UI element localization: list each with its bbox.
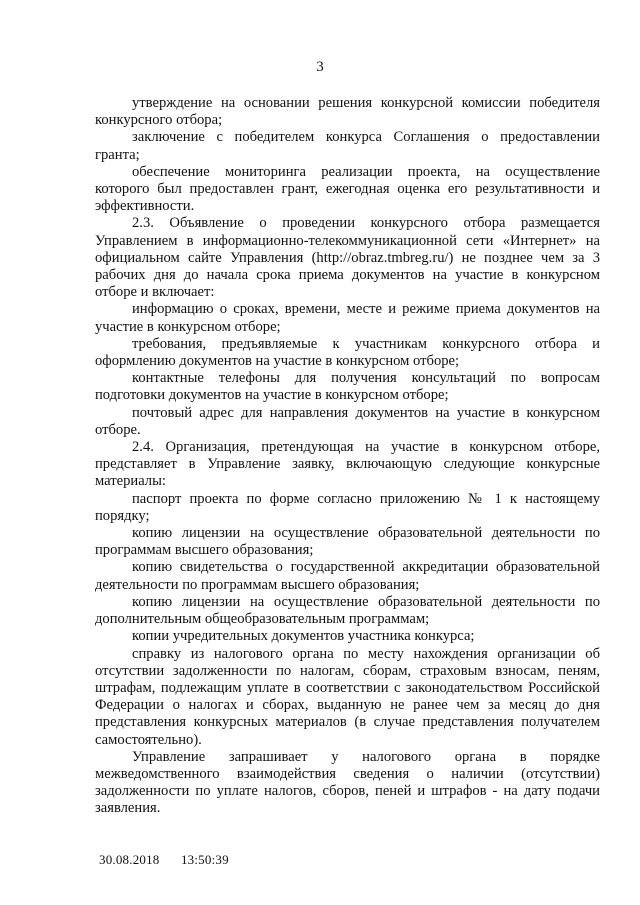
paragraph: копию лицензии на осуществление образовательной деятельности по дополнительным общеобразовательным программам;	[95, 593, 600, 628]
print-timestamp	[99, 852, 229, 868]
paragraph: утверждение на основании решения конкурсной комиссии победителя конкурсного отбора;	[95, 95, 600, 129]
paragraph: Управление запрашивает у налогового органа в порядке межведомственного взаимодействия сведения о наличии (отсутствии) задолженности по уплате налогов, сборов, пеней и штрафов - на дату подачи заявления.	[95, 748, 600, 817]
paragraph: обеспечение мониторинга реализации проекта, на осуществление которого был предоставлен грант, ежегодная оценка его результативности и эффективности.	[95, 163, 600, 215]
paragraph: информацию о сроках, времени, месте и режиме приема документов на участие в конкурсном отборе;	[95, 301, 600, 335]
footer-date: 30.08.2018	[99, 852, 160, 867]
paragraph: заключение с победителем конкурса Соглашения о предоставлении гранта;	[95, 129, 600, 163]
paragraph: 2.3. Объявление о проведении конкурсного отбора размещается Управлением в информационно-телекоммуникационной сети «Интернет» на официальном сайте Управления (http://obraz.tmbreg.ru/) не позднее чем за 3 рабочих дня до начала срока приема документов на участие в конкурсном отборе и включает:	[95, 215, 600, 301]
paragraph: контактные телефоны для получения консультаций по вопросам подготовки документов на участие в конкурсном отборе;	[95, 370, 600, 404]
document-body	[95, 95, 600, 818]
paragraph: 2.4. Организация, претендующая на участие в конкурсном отборе, представляет в Управление заявку, включающую следующие конкурсные материалы:	[95, 439, 600, 490]
paragraph: почтовый адрес для направления документов на участие в конкурсном отборе.	[95, 404, 600, 438]
paragraph: требования, предъявляемые к участникам конкурсного отбора и оформлению документов на участие в конкурсном отборе;	[95, 335, 600, 370]
paragraph: паспорт проекта по форме согласно приложению № 1 к настоящему порядку;	[95, 490, 600, 524]
paragraph: копии учредительных документов участника конкурса;	[132, 628, 475, 645]
footer-time: 13:50:39	[180, 852, 229, 867]
paragraph: копию свидетельства о государственной аккредитации образовательной деятельности по программам высшего образования;	[95, 559, 600, 593]
paragraph: копию лицензии на осуществление образовательной деятельности по программам высшего образования;	[95, 525, 600, 559]
paragraph: справку из налогового органа по месту нахождения организации об отсутствии задолженности по налогам, сборам, страховым взносам, пеням, штрафам, подлежащим уплате в соответствии с законодательством Российской Федерации о налогах и сборах, выданную не ранее чем за месяц до дня представления конкурсных материалов (в случае представления получателем самостоятельно).	[95, 645, 600, 748]
page-number: 3	[316, 59, 324, 75]
